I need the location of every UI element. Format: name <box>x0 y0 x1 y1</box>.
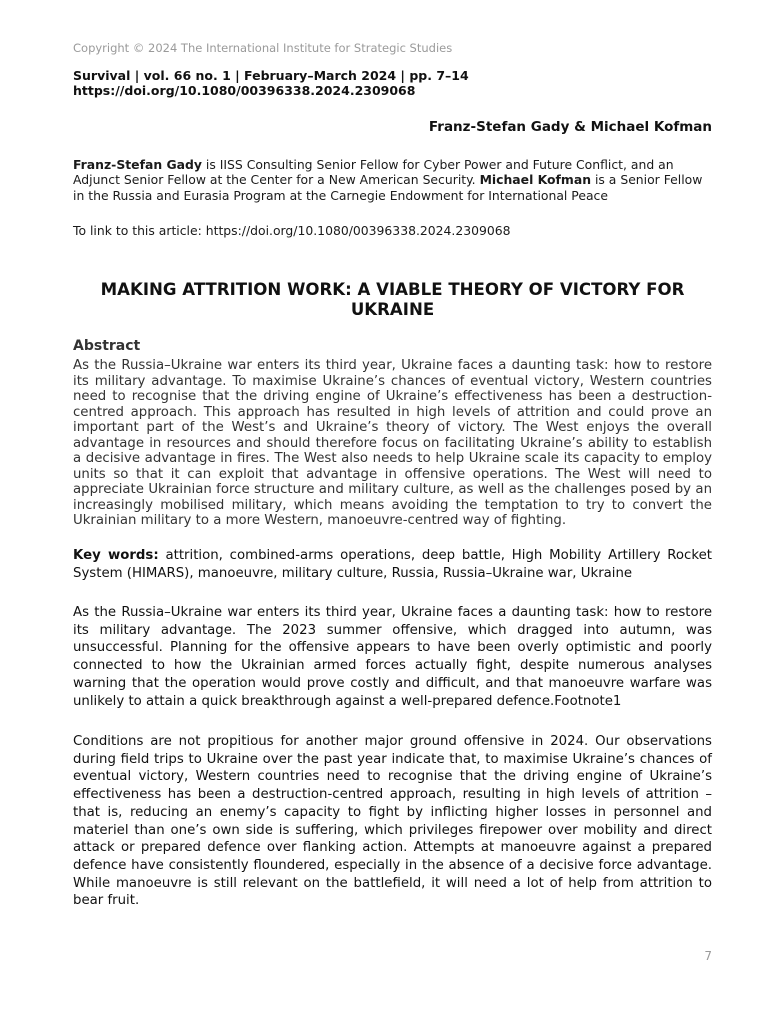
article-title: MAKING ATTRITION WORK: A VIABLE THEORY OF VICTORY FOR UKRAINE <box>100 280 685 319</box>
keywords-label: Key words: <box>73 548 159 563</box>
author-bio <box>73 157 712 203</box>
bio-author1-text: is IISS Consulting Senior Fellow for Cyber Power and Future Conflict, and an Adjunct Senior Fellow at the Center for a New American Security. <box>73 157 674 188</box>
article-authors: Franz-Stefan Gady & Michael Kofman <box>428 119 712 135</box>
journal-doi-link[interactable]: https://doi.org/10.1080/00396338.2024.2309068 <box>73 83 416 98</box>
abstract-heading: Abstract <box>73 338 141 354</box>
bio-author2-name: Michael Kofman <box>479 172 592 188</box>
journal-issue-line: Survival | vol. 66 no. 1 | February–March 2024 | pp. 7–14 <box>73 68 469 83</box>
body-paragraph-1: As the Russia–Ukraine war enters its third year, Ukraine faces a daunting task: how to restore its military advantage. The 2023 summer offensive, which dragged into autumn, was unsuccessful. Planning for the offensive appears to have been overly optimistic and poorly connected to how the Ukrainian armed forces actually fight, despite numerous analyses warning that the operation would prove costly and difficult, and that manoeuvre warfare was unlikely to attain a quick breakthrough against a well-prepared defence.Footnote1 <box>73 605 712 709</box>
bio-author2-text: is a Senior Fellow in the Russia and Eurasia Program at the Carnegie Endowment for International Peace <box>73 172 703 203</box>
abstract-text: As the Russia–Ukraine war enters its third year, Ukraine faces a daunting task: how to restore its military advantage. To maximise Ukraine’s chances of eventual victory, Western countries need to recognise that the driving engine of Ukraine’s effectiveness has been a destruction-centred approach. This approach has resulted in high levels of attrition and could prove an important part of the West’s and Ukraine’s theory of victory. The West enjoys the overall advantage in resources and should therefore focus on facilitating Ukraine’s ability to establish a decisive advantage in fires. The West also needs to help Ukraine scale its capacity to employ units so that it can exploit that advantage in offensive operations. The West will need to appreciate Ukrainian force structure and military culture, as well as the challenges posed by an increasingly mobilised military, which means avoiding the temptation to try to convert the Ukrainian military to a more Western, manoeuvre-centred way of fighting. <box>73 358 712 528</box>
copyright-notice: Copyright © 2024 The International Institute for Strategic Studies <box>73 41 453 55</box>
article-link[interactable]: To link to this article: https://doi.org/10.1080/00396338.2024.2309068 <box>73 223 511 238</box>
bio-author1-name: Franz-Stefan Gady <box>73 157 202 172</box>
body-paragraph-2: Conditions are not propitious for another major ground offensive in 2024. Our observations during field trips to Ukraine over the past year indicate that, to maximise Ukraine’s chances of eventual victory, Western countries need to recognise that the driving engine of Ukraine’s effectiveness has been a destruction-centred approach, resulting in high levels of attrition – that is, reducing an enemy’s capacity to fight by inflicting higher losses in personnel and materiel than one’s own side is suffering, which privileges firepower over mobility and direct attack or prepared defence over flanking action. Attempts at manoeuvre against a prepared defence have consistently floundered, especially in the absence of a decisive force advantage. While manoeuvre is still relevant on the battlefield, it will need a lot of help from attrition to bear fruit. <box>73 734 712 909</box>
keywords-list: attrition, combined-arms operations, deep battle, High Mobility Artillery Rocket System (HIMARS), manoeuvre, military culture, Russia, Russia–Ukraine war, Ukraine <box>73 548 712 581</box>
journal-citation <box>73 68 469 98</box>
page-number: 7 <box>704 949 712 963</box>
keywords <box>73 547 712 582</box>
